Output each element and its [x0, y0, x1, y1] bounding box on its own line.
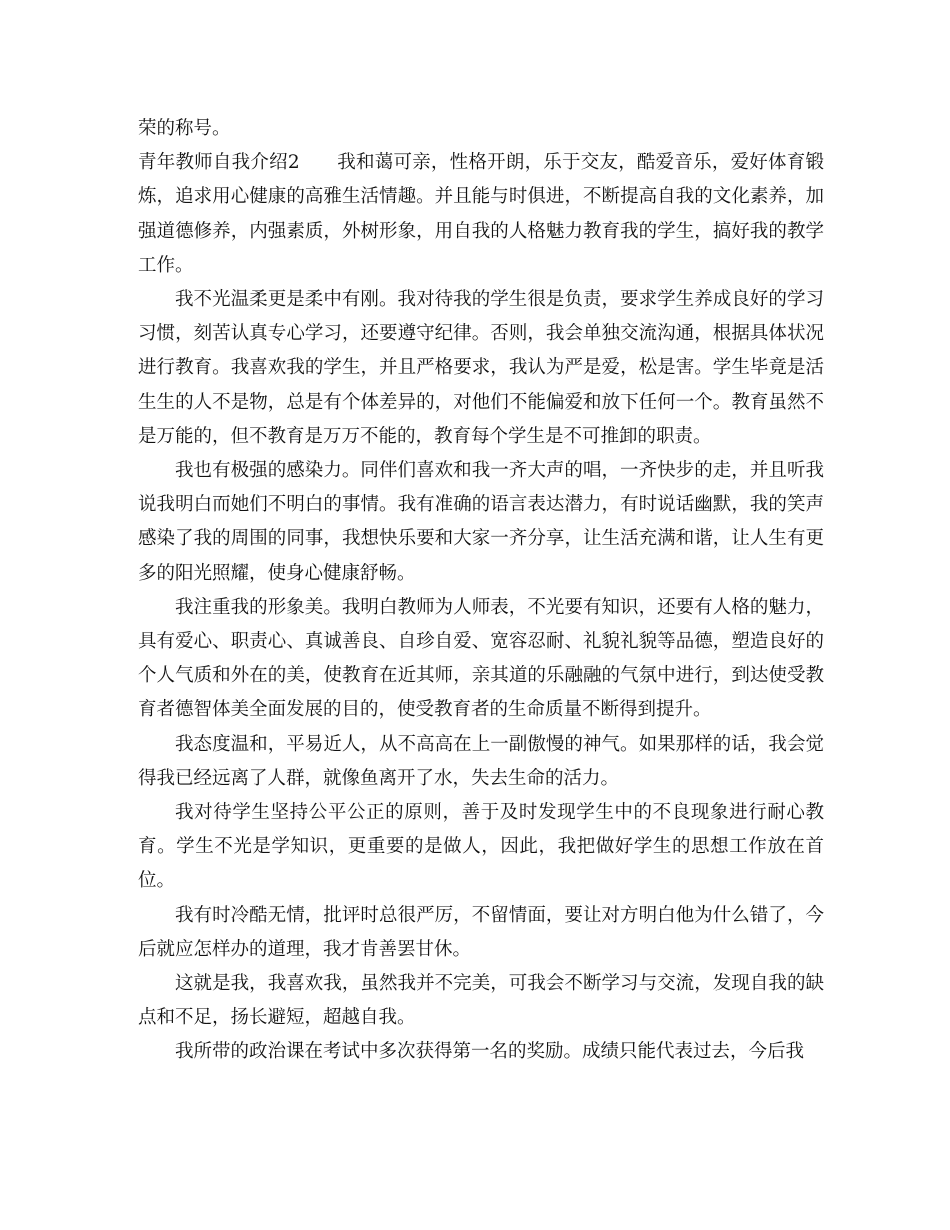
paragraph-8: 我有时冷酷无情，批评时总很严厉，不留情面，要让对方明白他为什么错了，今后就应怎样办的道理，我才肯善罢甘休。 — [138, 904, 824, 960]
paragraph-6: 我态度温和，平易近人，从不高高在上一副傲慢的神气。如果那样的话，我会觉得我已经远离了人群，就像鱼离开了水，失去生命的活力。 — [138, 733, 824, 789]
paragraph-4: 我也有极强的感染力。同伴们喜欢和我一齐大声的唱，一齐快步的走，并且听我说我明白而她们不明白的事情。我有准确的语言表达潜力，有时说话幽默，我的笑声感染了我的周围的同事，我想快乐要和大家一齐分享，让生活充满和谐，让人生有更多的阳光照耀，使身心健康舒畅。 — [138, 460, 824, 584]
document-body — [138, 112, 824, 1070]
paragraph-3: 我不光温柔更是柔中有刚。我对待我的学生很是负责，要求学生养成良好的学习习惯，刻苦认真专心学习，还要遵守纪律。否则，我会单独交流沟通，根据具体状况进行教育。我喜欢我的学生，并且严格要求，我认为严是爱，松是害。学生毕竟是活生生的人不是物，总是有个体差异的，对他们不能偏爱和放下任何一个。教育虽然不是万能的，但不教育是万万不能的，教育每个学生是不可推卸的职责。 — [138, 289, 824, 447]
paragraph-7: 我对待学生坚持公平公正的原则，善于及时发现学生中的不良现象进行耐心教育。学生不光是学知识，更重要的是做人，因此，我把做好学生的思想工作放在首位。 — [138, 802, 824, 892]
paragraph-2: 青年教师自我介绍2 我和蔼可亲，性格开朗，乐于交友，酷爱音乐，爱好体育锻炼，追求用心健康的高雅生活情趣。并且能与时俱进，不断提高自我的文化素养，加强道德修养，内强素质，外树形象，用自我的人格魅力教育我的学生，搞好我的教学工作。 — [138, 152, 824, 276]
paragraph-5: 我注重我的形象美。我明白教师为人师表，不光要有知识，还要有人格的魅力，具有爱心、职责心、真诚善良、自珍自爱、宽容忍耐、礼貌礼貌等品德，塑造良好的个人气质和外在的美，使教育在近其师，亲其道的乐融融的气氛中进行，到达使受教育者德智体美全面发展的目的，使受教育者的生命质量不断得到提升。 — [138, 596, 824, 721]
paragraph-9: 这就是我，我喜欢我，虽然我并不完美，可我会不断学习与交流，发现自我的缺点和不足，扬长避短，超越自我。 — [138, 973, 824, 1029]
paragraph-1: 荣的称号。 — [138, 118, 231, 139]
paragraph-10: 我所带的政治课在考试中多次获得第一名的奖励。成绩只能代表过去，今后我 — [175, 1041, 805, 1063]
